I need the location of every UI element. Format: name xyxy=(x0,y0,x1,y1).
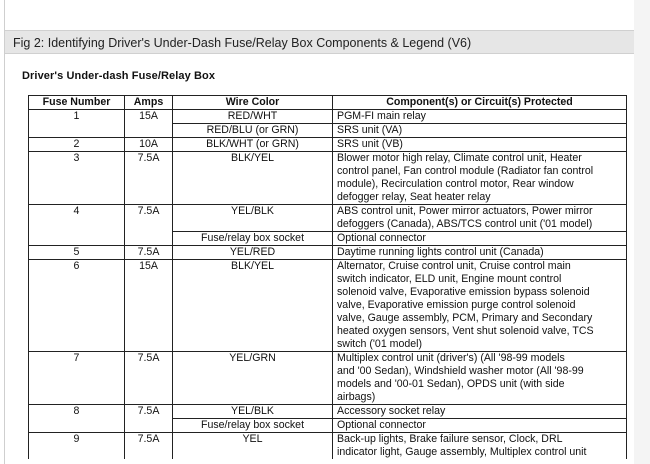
table-row xyxy=(29,433,627,460)
amps-cell: 7.5A xyxy=(125,405,173,419)
table-row xyxy=(29,152,627,205)
table-row xyxy=(29,138,627,152)
table-row xyxy=(29,205,627,232)
table-row xyxy=(29,405,627,419)
amps-cell: 15A xyxy=(125,260,173,352)
fuse-number-cell xyxy=(29,124,125,138)
section-heading: Driver's Under-dash Fuse/Relay Box xyxy=(22,70,216,82)
components-cell: Accessory socket relay xyxy=(333,405,627,419)
header-components: Component(s) or Circuit(s) Protected xyxy=(333,96,627,110)
fuse-number-cell: 7 xyxy=(29,352,125,405)
fuse-number-cell: 4 xyxy=(29,205,125,232)
components-cell: Optional connector xyxy=(333,232,627,246)
amps-cell: 7.5A xyxy=(125,205,173,232)
fuse-number-cell: 3 xyxy=(29,152,125,205)
fuse-table xyxy=(28,95,627,459)
fuse-number-cell: 1 xyxy=(29,110,125,124)
amps-cell xyxy=(125,124,173,138)
wire-color-cell: YEL/RED xyxy=(173,246,333,260)
wire-color-cell: YEL/BLK xyxy=(173,205,333,232)
wire-color-cell: BLK/YEL xyxy=(173,152,333,205)
table-body xyxy=(29,110,627,460)
table-header-row xyxy=(29,96,627,110)
components-cell: SRS unit (VA) xyxy=(333,124,627,138)
amps-cell xyxy=(125,419,173,433)
fuse-number-cell xyxy=(29,419,125,433)
components-cell: ABS control unit, Power mirror actuators, Power mirror defoggers (Canada), ABS/TCS control unit ('01 model) xyxy=(333,205,627,232)
header-wire-color: Wire Color xyxy=(173,96,333,110)
wire-color-cell: Fuse/relay box socket xyxy=(173,232,333,246)
figure-caption: Fig 2: Identifying Driver's Under-Dash Fuse/Relay Box Components & Legend (V6) xyxy=(5,30,635,54)
amps-cell xyxy=(125,232,173,246)
fuse-number-cell: 2 xyxy=(29,138,125,152)
table-row xyxy=(29,246,627,260)
fuse-number-cell: 6 xyxy=(29,260,125,352)
fuse-number-cell: 8 xyxy=(29,405,125,419)
components-cell: SRS unit (VB) xyxy=(333,138,627,152)
table-row xyxy=(29,110,627,124)
header-fuse-number: Fuse Number xyxy=(29,96,125,110)
components-cell: Back-up lights, Brake failure sensor, Clock, DRL indicator light, Gauge assembly, Multiplex control unit xyxy=(333,433,627,460)
amps-cell: 7.5A xyxy=(125,352,173,405)
table-row xyxy=(29,419,627,433)
fuse-number-cell: 9 xyxy=(29,433,125,460)
document-page xyxy=(4,0,636,464)
header-amps: Amps xyxy=(125,96,173,110)
fuse-number-cell: 5 xyxy=(29,246,125,260)
components-cell: Blower motor high relay, Climate control unit, Heater control panel, Fan control module (Radiator fan control module), Recirculation control motor, Rear window defogger relay, Seat heater relay xyxy=(333,152,627,205)
fuse-number-cell xyxy=(29,232,125,246)
components-cell: Optional connector xyxy=(333,419,627,433)
components-cell: PGM-FI main relay xyxy=(333,110,627,124)
table-row xyxy=(29,232,627,246)
amps-cell: 15A xyxy=(125,110,173,124)
components-cell: Daytime running lights control unit (Canada) xyxy=(333,246,627,260)
amps-cell: 10A xyxy=(125,138,173,152)
wire-color-cell: RED/WHT xyxy=(173,110,333,124)
amps-cell: 7.5A xyxy=(125,433,173,460)
wire-color-cell: YEL/GRN xyxy=(173,352,333,405)
wire-color-cell: Fuse/relay box socket xyxy=(173,419,333,433)
components-cell: Alternator, Cruise control unit, Cruise control main switch indicator, ELD unit, Engine mount control solenoid valve, Evaporative emission bypass solenoid valve, Evaporative emission purge control solenoid valve, Gauge assembly, PCM, Primary and Secondary heated oxygen sensors, Vent shut solenoid valve, TCS switch ('01 model) xyxy=(333,260,627,352)
wire-color-cell: BLK/WHT (or GRN) xyxy=(173,138,333,152)
components-cell: Multiplex control unit (driver's) (All '98-99 models and '00 Sedan), Windshield washer motor (All '98-99 models and '00-01 Sedan), OPDS unit (with side airbags) xyxy=(333,352,627,405)
wire-color-cell: BLK/YEL xyxy=(173,260,333,352)
wire-color-cell: RED/BLU (or GRN) xyxy=(173,124,333,138)
table-row xyxy=(29,124,627,138)
wire-color-cell: YEL/BLK xyxy=(173,405,333,419)
amps-cell: 7.5A xyxy=(125,152,173,205)
table-row xyxy=(29,260,627,352)
page-margin xyxy=(634,0,650,464)
table-row xyxy=(29,352,627,405)
amps-cell: 7.5A xyxy=(125,246,173,260)
wire-color-cell: YEL xyxy=(173,433,333,460)
